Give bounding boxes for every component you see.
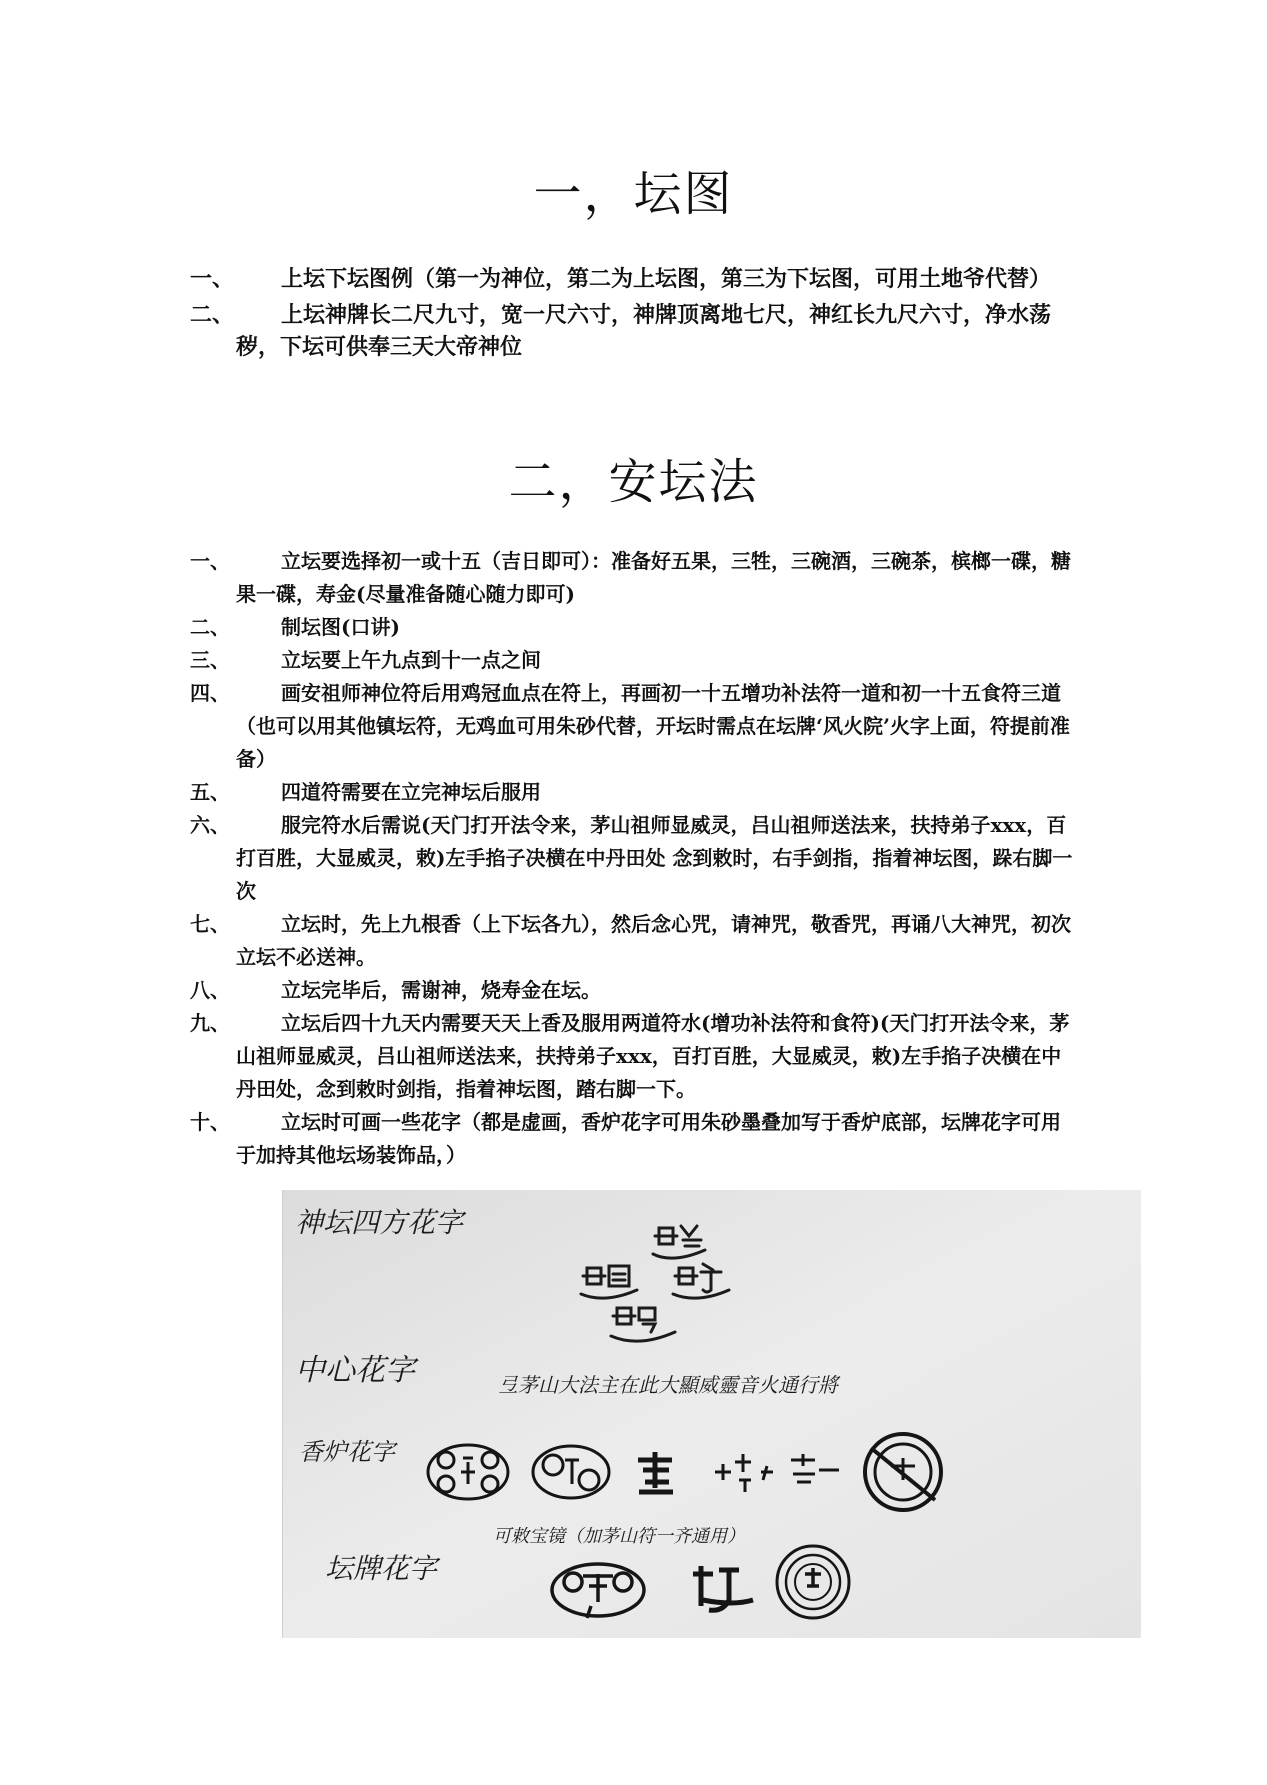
label-xianglu: 香炉花字 [299, 1438, 395, 1466]
item-text: 立坛要上午九点到十一点之间 [281, 648, 541, 672]
item-number: 三、 [190, 648, 230, 672]
list-item [190, 545, 1080, 611]
item-text: 服完符水后需说(天门打开法令来，茅山祖师显威灵，吕山祖师送法来，扶持弟子xxx，百打百胜，大显威灵，敕)左手掐子决横在中丹田处 念到敕时，右手剑指，指着神坛图，跺右脚一次 [236, 813, 1073, 903]
list-item [190, 1007, 1080, 1106]
list-item [190, 1106, 1080, 1172]
item-text: 上坛神牌长二尺九寸，宽一尺六寸，神牌顶离地七尺，神红长九尺六寸，净水荡秽，下坛可供奉三天大帝神位 [236, 302, 1052, 360]
section-1-title: 一，坛图 [533, 166, 734, 222]
item-number: 十、 [190, 1110, 230, 1134]
list-item [190, 263, 1080, 295]
item-text: 立坛时，先上九根香（上下坛各九），然后念心咒，请神咒，敬香咒，再诵八大神咒，初次立坛不必送神。 [236, 912, 1071, 969]
list-item [190, 809, 1080, 908]
item-number: 七、 [190, 912, 230, 936]
item-number: 四、 [190, 681, 230, 705]
item-number: 二、 [190, 615, 230, 639]
handwritten-talisman-photo [282, 1190, 1141, 1638]
item-text: 四道符需要在立完神坛后服用 [281, 780, 541, 804]
list-item [190, 644, 1080, 677]
item-number: 一、 [190, 549, 230, 573]
item-text: 立坛时可画一些花字（都是虚画，香炉花字可用朱砂墨叠加写于香炉底部，坛牌花字可用于加持其他坛场装饰品，） [236, 1110, 1061, 1167]
label-zhongxin: 中心花字 [295, 1353, 415, 1388]
label-shentan-sifang: 神坛四方花字 [295, 1206, 464, 1239]
item-number: 六、 [190, 813, 230, 837]
section-1-list [190, 263, 1080, 367]
item-text: 立坛后四十九天内需要天天上香及服用两道符水(增功补法符和食符)(天门打开法令来，茅山祖师显威灵，吕山祖师送法来，扶持弟子xxx，百打百胜，大显威灵，敕)左手掐子决横在中丹田处，念到敕时剑指，指着神坛图，踏右脚一下。 [236, 1011, 1070, 1101]
list-item [190, 611, 1080, 644]
item-text: 立坛完毕后，需谢神，烧寿金在坛。 [281, 978, 601, 1002]
section-2-title: 二，安坛法 [508, 454, 759, 510]
item-number: 九、 [190, 1011, 230, 1035]
item-number: 八、 [190, 978, 230, 1002]
talisman-sketch [283, 1190, 1141, 1638]
item-text: 画安祖师神位符后用鸡冠血点在符上，再画初一十五增功补法符一道和初一十五食符三道（也可以用其他镇坛符，无鸡血可用朱砂代替，开坛时需点在坛牌‘风火院’火字上面，符提前准备） [236, 681, 1070, 771]
list-item [190, 299, 1080, 363]
list-item [190, 677, 1080, 776]
list-item [190, 974, 1080, 1007]
item-text: 上坛下坛图例（第一为神位，第二为上坛图，第三为下坛图，可用土地爷代替） [281, 266, 1052, 292]
tablet-note: 可敕宝镜（加茅山符一齐通用） [493, 1526, 745, 1547]
item-number: 二、 [190, 302, 235, 328]
item-number: 五、 [190, 780, 230, 804]
section-2-list [190, 545, 1080, 1172]
item-number: 一、 [190, 266, 235, 292]
center-talisman-line: 弖茅山大法主在此大顯威靈音火通行將 [498, 1373, 838, 1397]
item-text: 制坛图(口讲) [281, 615, 400, 639]
item-text: 立坛要选择初一或十五（吉日即可）：准备好五果，三牲，三碗酒，三碗茶，槟榔一碟，糖果一碟，寿金(尽量准备随心随力即可) [236, 549, 1071, 606]
list-item [190, 908, 1080, 974]
label-tanpai: 坛牌花字 [325, 1552, 438, 1585]
list-item [190, 776, 1080, 809]
